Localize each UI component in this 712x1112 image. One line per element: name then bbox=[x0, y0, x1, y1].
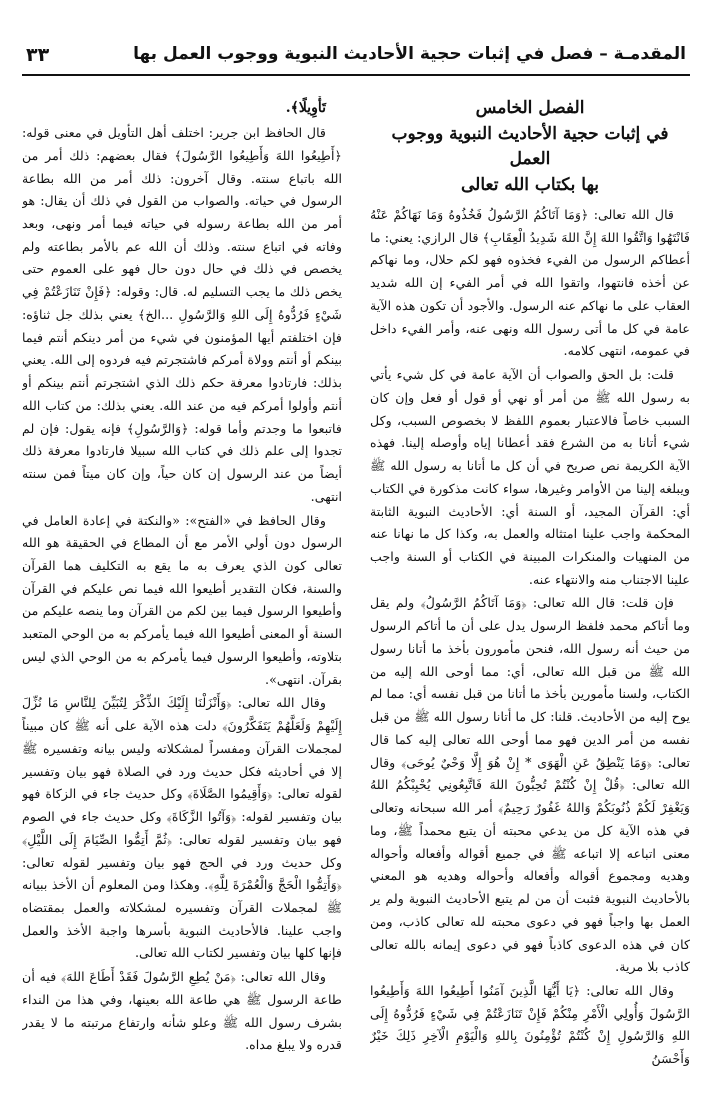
paragraph: قال الله تعالى: ﴿وَمَا آتَاكُمُ الرَّسُولُ فَخُذُوهُ وَمَا نَهَاكُمْ عَنْهُ فَانْتَهُوا وَاتَّقُوا اللهَ إِنَّ اللهَ شَدِيدُ الْعِقَابِ﴾ قال الرازي: يعني: ما أعطاكم الرسول من الفيء فخذوه فهو لكم حلال، وما نهاكم عن أخذه فانتهوا، واتقوا الله في أمر الفيء إن الله شديد العقاب على ما نهاكم عنه الرسول. والأجود أن تكون هذه الآية عامة في كل ما أتى رسول الله ونهى عنه، وأمر الفيء داخل في عمومه، انتهى كلامه. bbox=[370, 207, 690, 359]
paragraph: فإن قلت: قال الله تعالى: ﴿وَمَا آتَاكُمُ الرَّسُولُ﴾ ولم يقل وما أتاكم محمد فلفظ الرسول يدل على أن ما أتاكم الرسول من حيث أنه رسول الله، فنحن مأمورون بأخذ ما أتانا رسول الله ﷺ من قبل الله تعالى، أي: مما أوحى الله إليه من الكتاب، ولسنا مأمورين بأخذ ما أتانا من قبل نفسه أي: مما لم يوح إليه من الأحاديث. قلنا: كل ما أتانا رسول الله ﷺ من قبل نفسه من أمر الدين فهو مما أوحى الله تعالى إليه كما قال تعالى: ﴿وَمَا يَنْطِقُ عَنِ الْهَوَى * إِنْ هُوَ إِلَّا وَحْيٌ يُوحَى﴾ وقال الله تعالى: ﴿قُلْ إِنْ كُنْتُمْ تُحِبُّونَ اللهَ فَاتَّبِعُونِي يُحْبِبْكُمُ اللهُ وَيَغْفِرْ لَكُمْ ذُنُوبَكُمْ وَاللهُ غَفُورٌ رَحِيمٌ﴾ أمر الله سبحانه وتعالى في هذه الآية كل من يدعي محبته أن يتبع محمداً ﷺ، وما معنى اتباعه إلا اتباعه ﷺ في جميع أقواله وأفعاله وأحواله وهديه ومجموع أقواله وأفعاله وأحواله وهديه هو المعني بالأحاديث النبوية فثبت أن من لم يتبع الأحاديث النبوية ولم ير العمل بها واجباً فهو في دعوى محبته لله تعالى كاذب، ومن كان في هذه الدعوى كاذباً فهو في دعوى إيمانه بالله تعالى كاذب بلا مرية. bbox=[370, 595, 690, 975]
chapter-label: الفصل الخامس bbox=[475, 98, 585, 118]
left-column bbox=[22, 96, 342, 1090]
chapter-heading bbox=[370, 96, 690, 198]
paragraph: وقال الله تعالى: ﴿يَا أَيُّهَا الَّذِينَ آمَنُوا أَطِيعُوا اللهَ وَأَطِيعُوا الرَّسُولَ وَأُولِي الْأَمْرِ مِنْكُمْ فَإِنْ تَنَازَعْتُمْ فِي شَيْءٍ فَرُدُّوهُ إِلَى اللهِ وَالرَّسُولِ إِنْ كُنْتُمْ تُؤْمِنُونَ بِاللهِ وَالْيَوْمِ الْآخِرِ ذَلِكَ خَيْرٌ وَأَحْسَنُ bbox=[370, 982, 690, 1067]
paragraph: قلت: بل الحق والصواب أن الآية عامة في كل شيء يأتي به رسول الله ﷺ من أمر أو نهي أو قول أو فعل وإن كان السبب خاصاً فالاعتبار بعموم اللفظ لا بخصوص السبب، وكل شيء أتانا به من الشرع فقد أعطانا إياه وأوصله إلينا. فهذه الآية الكريمة نص صريح في أن كل ما أتانا به رسول الله ﷺ ويبلغه إلينا من الأوامر وغيرها، سواء كانت مذكورة في الكتاب أي: القرآن المجيد، أو السنة أي: الأحاديث النبوية الثابتة المحكمة واجب علينا امتثاله والعمل به، وكذا كل ما نهانا عنه من المنهيات والمنكرات المبينة في الكتاب أو السنة واجب علينا الاجتناب منه والانتهاء عنه. bbox=[370, 367, 690, 587]
page-header bbox=[22, 36, 690, 76]
page-number: ٣٣ bbox=[26, 44, 50, 66]
paragraph: وقال الله تعالى: ﴿مَنْ يُطِعِ الرَّسُولَ فَقَدْ أَطَاعَ اللهَ﴾ فيه أن طاعة الرسول ﷺ هي طاعة الله بعينها، وفي هذا من النداء بشرف رسول الله ﷺ وعلو شأنه وارتفاع مرتبته ما لا يقدر قدره ولا يبلغ مداه. bbox=[22, 969, 342, 1053]
chapter-title-line-2: بها بكتاب الله تعالى bbox=[460, 174, 600, 195]
chapter-title-line-1: في إثبات حجية الأحاديث النبوية ووجوب العمل bbox=[391, 123, 669, 169]
right-column bbox=[370, 96, 690, 1090]
paragraph: قال الحافظ ابن جرير: اختلف أهل التأويل في معنى قوله: ﴿أَطِيعُوا اللهَ وَأَطِيعُوا الرَّسُولَ﴾ فقال بعضهم: ذلك أمر من الله باتباع سنته. وقال آخرون: ذلك أمر من الله بطاعة الرسول في حياته. والصواب من القول في ذلك أن يقال: هو أمر من الله بطاعة رسوله في حياته فيما أمر ونهى، وبعد وفاته في اتباع سنته. وذلك أن الله عم بالأمر بطاعته ولم يخصص في ذلك في حال دون حال فهو على العموم حتى يخص ذلك ما يجب التسليم له. قال: وقوله: ﴿فَإِنْ تَنَازَعْتُمْ فِي شَيْءٍ فَرُدُّوهُ إِلَى اللهِ وَالرَّسُولِ ...الخ﴾ يعني بذلك جل ثناؤه: فإن اختلفتم أيها المؤمنون في شيء من أمر دينكم أنتم فيما بينكم أو أنتم وولاة أمركم فاشتجرتم فيه فردوه إلى الله. يعني بذلك: فارتادوا معرفة حكم ذلك الذي اشتجرتم أنتم بينكم أو أنتم وأولوا أمركم فيه من عند الله. يعني بذلك: من كتاب الله فاتبعوا ما وجدتم وأما قوله: ﴿وَالرَّسُولِ﴾ فإنه يقول: فإن لم تجدوا إلى علم ذلك في كتاب الله سبيلا فارتادوا معرفة ذلك أيضاً من عند الرسول إن كان حياً، وإن كان ميتاً فمن سنته انتهى. bbox=[22, 125, 342, 504]
running-title: المقدمـة – فصل في إثبات حجية الأحاديث النبوية ووجوب العمل بها bbox=[133, 44, 686, 64]
verse-continuation: تَأْوِيلًا﴾. bbox=[285, 100, 326, 116]
paragraph: وقال الله تعالى: ﴿وَأَنْزَلْنَا إِلَيْكَ الذِّكْرَ لِتُبَيِّنَ لِلنَّاسِ مَا نُزِّلَ إِلَيْهِمْ وَلَعَلَّهُمْ يَتَفَكَّرُونَ﴾ دلت هذه الآية على أنه ﷺ كان مبيناً لمجملات القرآن ومفسراً لمشكلاته وليس بيانه وتفسيره ﷺ إلا في أحاديثه فكل حديث ورد في الصلاة فهو بيان وتفسير لقوله تعالى: ﴿وَأَقِيمُوا الصَّلَاةَ﴾ وكل حديث جاء في الزكاة فهو بيان وتفسير لقوله: ﴿وَآتُوا الزَّكَاةَ﴾ وكل حديث جاء في الصوم فهو بيان وتفسير لقوله تعالى: ﴿ثُمَّ أَتِمُّوا الصِّيَامَ إِلَى اللَّيْلِ﴾ وكل حديث ورد في الحج فهو بيان وتفسير لقوله تعالى: ﴿وَأَتِمُّوا الْحَجَّ وَالْعُمْرَةَ لِلَّهِ﴾. وهكذا ومن المعلوم أن الأخذ ببيانه ﷺ لمجملات القرآن وتفسيره لمشكلاته والعمل بمقتضاه واجب علينا. فالأحاديث النبوية بأسرها واجبة الأخذ والعمل فإنها كلها بيان وتفسير لكتاب الله تعالى. bbox=[22, 695, 342, 961]
paragraph: وقال الحافظ في «الفتح»: «والنكتة في إعادة العامل في الرسول دون أولي الأمر مع أن المطاع في الحقيقة هو الله تعالى كون الذي يعرف به ما يقع به التكليف هما القرآن والسنة، فكان التقدير أطيعوا الله فيما نص عليكم في القرآن وأطيعوا الرسول فيما بين لكم من القرآن وما ينصه عليكم من السنة أو المعنى أطيعوا الله فيما يأمركم به من الوحي المتعبد بتلاوته، وأطيعوا الرسول فيما يأمركم به من الوحي الذي ليس بقرآن. انتهى». bbox=[22, 512, 342, 687]
